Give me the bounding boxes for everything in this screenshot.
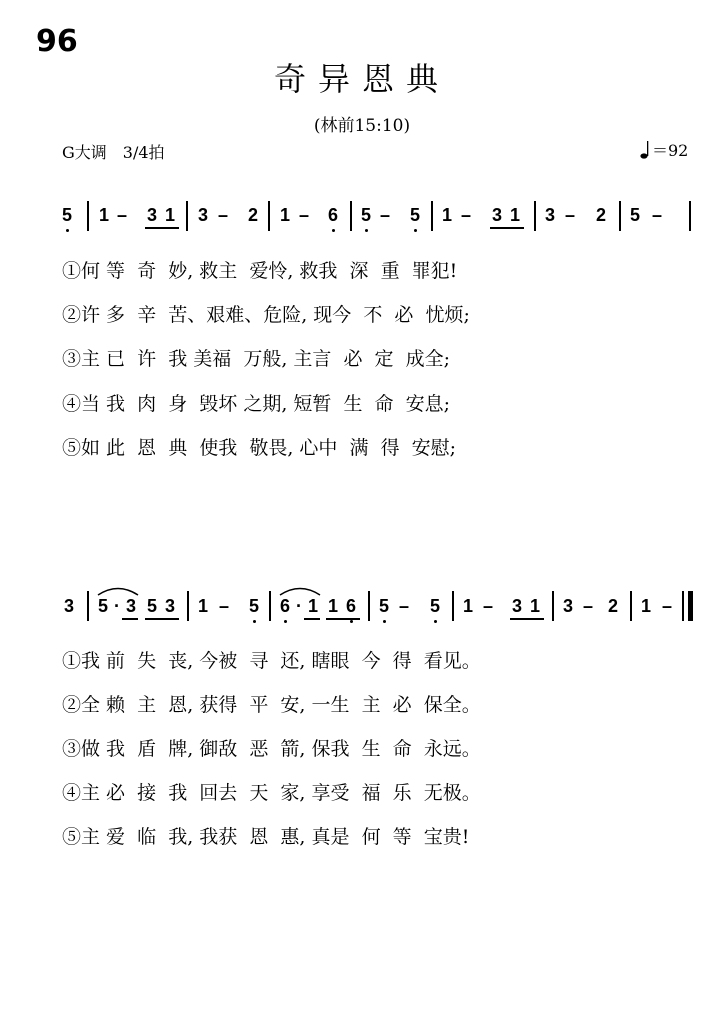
note: 5 xyxy=(146,596,157,616)
note: 5 xyxy=(429,596,440,616)
note: 1 xyxy=(327,596,338,616)
verse-2-line-1: ②许 多 辛 苦、艰难、危险, 现今 不 必 忧烦; xyxy=(62,304,470,326)
barline xyxy=(268,201,270,231)
eighth-beam xyxy=(145,618,179,620)
note: 5 xyxy=(97,596,108,616)
hymn-title: 奇异恩典 xyxy=(273,60,450,98)
note: 1 xyxy=(279,205,290,225)
barline xyxy=(87,201,89,231)
note: 3 xyxy=(491,205,502,225)
low-octave-dot xyxy=(66,229,69,232)
eighth-beam xyxy=(490,227,524,229)
note: 3 xyxy=(125,596,136,616)
barline xyxy=(350,201,352,231)
eighth-beam xyxy=(510,618,544,620)
note: 5 xyxy=(61,205,72,225)
slur xyxy=(96,584,140,596)
low-octave-dot xyxy=(365,229,368,232)
note: 1 xyxy=(197,596,208,616)
verse-4-line-2: ④主 必 接 我 回去 天 家, 享受 福 乐 无极。 xyxy=(62,782,481,804)
barline xyxy=(368,591,370,621)
dash: – xyxy=(379,205,390,225)
low-octave-dot xyxy=(414,229,417,232)
note: 3 xyxy=(562,596,573,616)
slur xyxy=(278,584,322,596)
dash: – xyxy=(298,205,309,225)
dash: – xyxy=(582,596,593,616)
note: 1 xyxy=(509,205,520,225)
note: 5 xyxy=(409,205,420,225)
dash: – xyxy=(661,596,672,616)
eighth-beam xyxy=(326,618,360,620)
eighth-beam xyxy=(145,227,179,229)
barline xyxy=(689,201,691,231)
dash: – xyxy=(460,205,471,225)
dash: – xyxy=(482,596,493,616)
note: 1 xyxy=(462,596,473,616)
barline xyxy=(187,591,189,621)
dash: – xyxy=(651,205,662,225)
verse-3-line-2: ③做 我 盾 牌, 御敌 恶 箭, 保我 生 命 永远。 xyxy=(62,738,481,760)
hymn-number: 96 xyxy=(36,24,78,59)
note: 6 xyxy=(327,205,338,225)
low-octave-dot xyxy=(350,620,353,623)
note: 2 xyxy=(595,205,606,225)
note: 3 xyxy=(164,596,175,616)
note: 6 xyxy=(345,596,356,616)
barline xyxy=(619,201,621,231)
low-octave-dot xyxy=(332,229,335,232)
note: 5 xyxy=(629,205,640,225)
dash: – xyxy=(116,205,127,225)
barline xyxy=(87,591,89,621)
barline xyxy=(186,201,188,231)
note: 2 xyxy=(247,205,258,225)
note: 1 xyxy=(98,205,109,225)
note: 3 xyxy=(511,596,522,616)
note: 6 xyxy=(279,596,290,616)
note: 2 xyxy=(607,596,618,616)
barline xyxy=(552,591,554,621)
note: 1 xyxy=(640,596,651,616)
note: 5 xyxy=(360,205,371,225)
note: 3 xyxy=(146,205,157,225)
low-octave-dot xyxy=(284,620,287,623)
verse-1-line-1: ①何 等 奇 妙, 救主 爱怜, 救我 深 重 罪犯! xyxy=(62,260,458,282)
barline xyxy=(431,201,433,231)
barline xyxy=(269,591,271,621)
dash: – xyxy=(217,205,228,225)
scripture-reference: (林前15:10) xyxy=(313,116,411,136)
barline xyxy=(452,591,454,621)
note: 1 xyxy=(164,205,175,225)
dash: – xyxy=(564,205,575,225)
low-octave-dot xyxy=(434,620,437,623)
dot: · xyxy=(296,596,302,616)
key-time-signature: G大调 3/4拍 xyxy=(62,143,165,162)
sixteenth-beam xyxy=(122,618,138,620)
note: 3 xyxy=(63,596,74,616)
tempo-marking xyxy=(640,138,688,161)
final-barline-thick xyxy=(688,591,693,621)
sixteenth-beam xyxy=(304,618,320,620)
final-barline-thin xyxy=(682,591,684,621)
barline xyxy=(534,201,536,231)
dash: – xyxy=(218,596,229,616)
verse-5-line-1: ⑤如 此 恩 典 使我 敬畏, 心中 满 得 安慰; xyxy=(62,437,457,459)
quarter-note-icon xyxy=(640,140,650,160)
verse-5-line-2: ⑤主 爱 临 我, 我获 恩 惠, 真是 何 等 宝贵! xyxy=(62,826,470,848)
note: 1 xyxy=(307,596,318,616)
verse-1-line-2: ①我 前 失 丧, 今被 寻 还, 瞎眼 今 得 看见。 xyxy=(62,650,481,672)
low-octave-dot xyxy=(253,620,256,623)
note: 3 xyxy=(544,205,555,225)
note: 5 xyxy=(248,596,259,616)
note: 3 xyxy=(197,205,208,225)
tempo-value: ＝92 xyxy=(652,141,689,160)
low-octave-dot xyxy=(383,620,386,623)
verse-3-line-1: ③主 已 许 我 美福 万般, 主言 必 定 成全; xyxy=(62,348,451,370)
note: 5 xyxy=(378,596,389,616)
note: 1 xyxy=(529,596,540,616)
verse-4-line-1: ④当 我 肉 身 毁坏 之期, 短暂 生 命 安息; xyxy=(62,393,451,415)
dash: – xyxy=(398,596,409,616)
verse-2-line-2: ②全 赖 主 恩, 获得 平 安, 一生 主 必 保全。 xyxy=(62,694,481,716)
barline xyxy=(630,591,632,621)
dot: · xyxy=(114,596,120,616)
note: 1 xyxy=(441,205,452,225)
